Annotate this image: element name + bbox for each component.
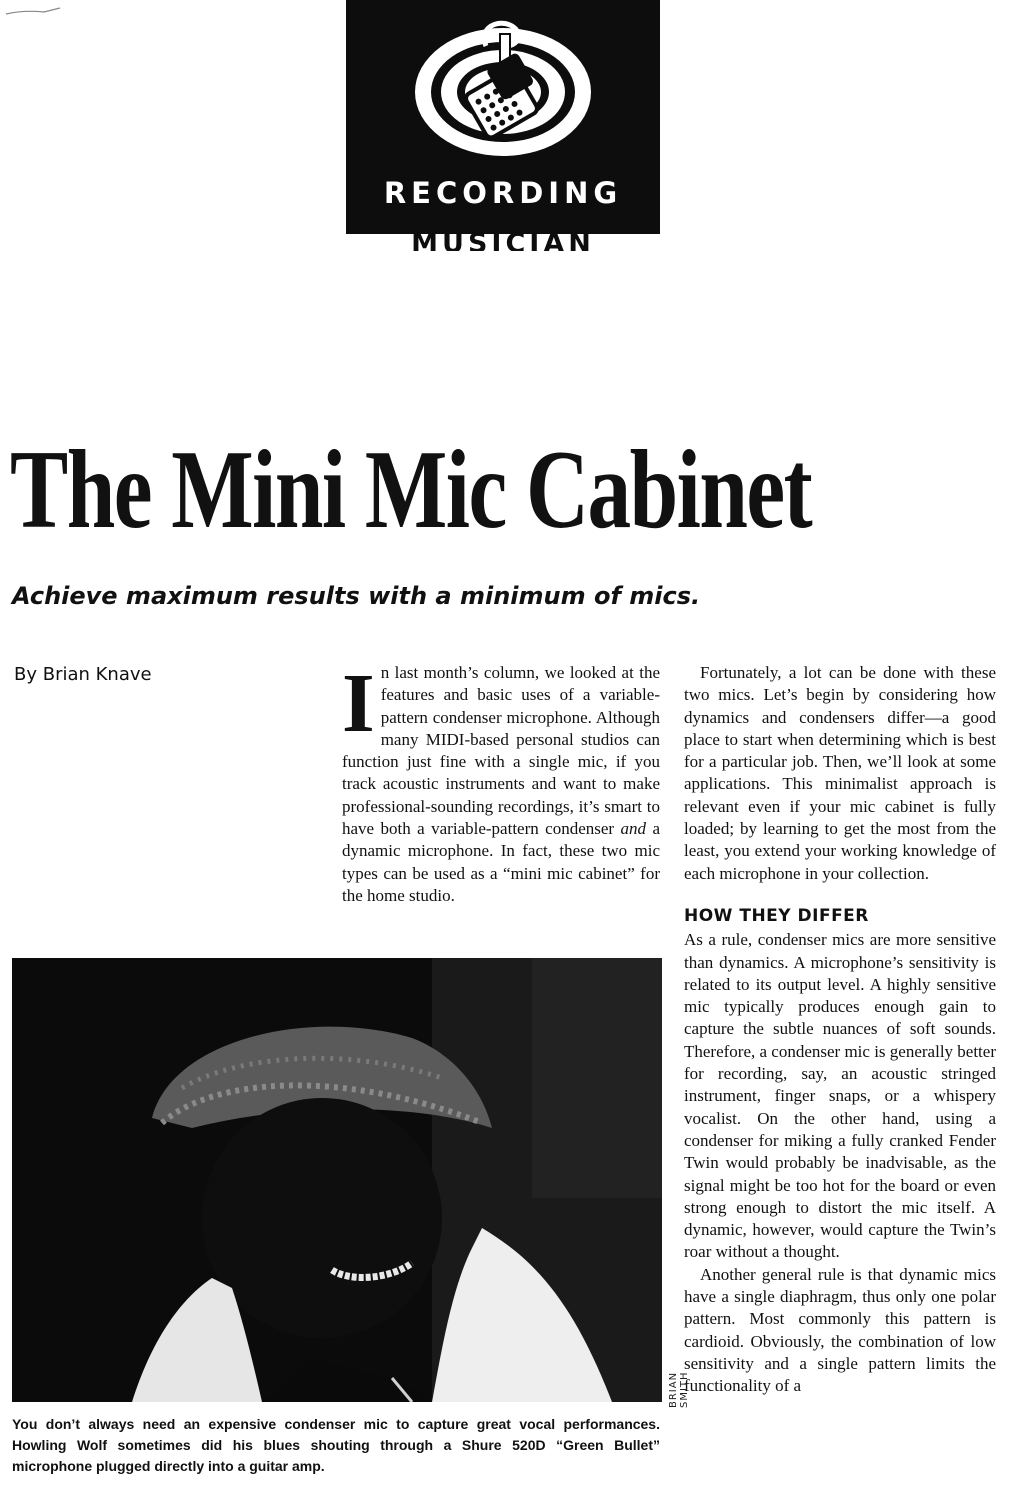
photo-musician-image [12, 958, 662, 1402]
intro-emphasis: and [620, 819, 647, 839]
paragraph-fortunately: Fortunately, a lot can be done with these two mics. Let’s begin by considering how dynamics and condensers differ—a good place to start when determining which is best for a particular job. Then, we’ll look at some applications. This minimalist approach is relevant even if your mic cabinet is fully loaded; by learning to get the most from the least, you extend your working knowledge of each microphone in your collection. [684, 663, 996, 883]
section-heading: HOW THEY DIFFER [684, 905, 869, 926]
drop-cap: I [342, 657, 375, 750]
article-photo [12, 958, 662, 1402]
body-column-1 [342, 657, 660, 907]
magazine-logo [346, 0, 660, 234]
corner-mark [4, 6, 64, 20]
intro-text-start: n last month’s column, we looked at the features and basic uses of a variable-pattern condenser microphone. Although many MIDI-based personal studios can function just fine with a single mic, if you track acoustic instruments and want to make professional-sounding recordings, it’s smart to have both a variable-pattern condenser [342, 663, 660, 839]
byline: By Brian Knave [14, 664, 152, 685]
intro-paragraph [342, 657, 660, 907]
intro-text-end: a dynamic microphone. In fact, these two mic types can be used as a “mini mic cabinet” for the home studio. [342, 819, 660, 905]
paragraph-another-rule: Another general rule is that dynamic mics have a single diaphragm, thus only one polar pattern. Most commonly this pattern is cardioid. Obviously, the combination of low sensitivity and a single pattern limits the functionality of a [684, 1264, 996, 1396]
microphone-logo-icon [408, 6, 598, 166]
photo-credit: BRIAN SMITH [668, 1371, 690, 1408]
logo-title: RECORDING [383, 176, 623, 210]
body-column-2 [684, 662, 996, 1398]
paragraph-as-a-rule: As a rule, condenser mics are more sensitive than dynamics. A microphone’s sensitivity is related to its output level. A highly sensitive mic typically produces enough gain to capture the subtle nuances of soft sounds. Therefore, a condenser mic is generally better for recording, say, an acoustic stringed instrument, finger snaps, or a whispery vocalist. On the other hand, using a condenser for miking a fully cranked Fender Twin would probably be inadvisable, as the signal might be too hot for the board or even strong enough to distort the mic itself. A dynamic, however, would capture the Twin’s roar without a thought. [684, 930, 996, 1262]
article-title: The Mini Mic Cabinet [10, 428, 812, 552]
photo-caption: You don’t always need an expensive condenser mic to capture great vocal performances. Howling Wolf sometimes did his blues shouting through a Shure 520D “Green Bullet” microphone plugged directly into a guitar amp. [12, 1416, 660, 1474]
article-deck: Achieve maximum results with a minimum of mics. [12, 582, 701, 610]
logo-subtitle: MUSICIAN [411, 228, 595, 251]
